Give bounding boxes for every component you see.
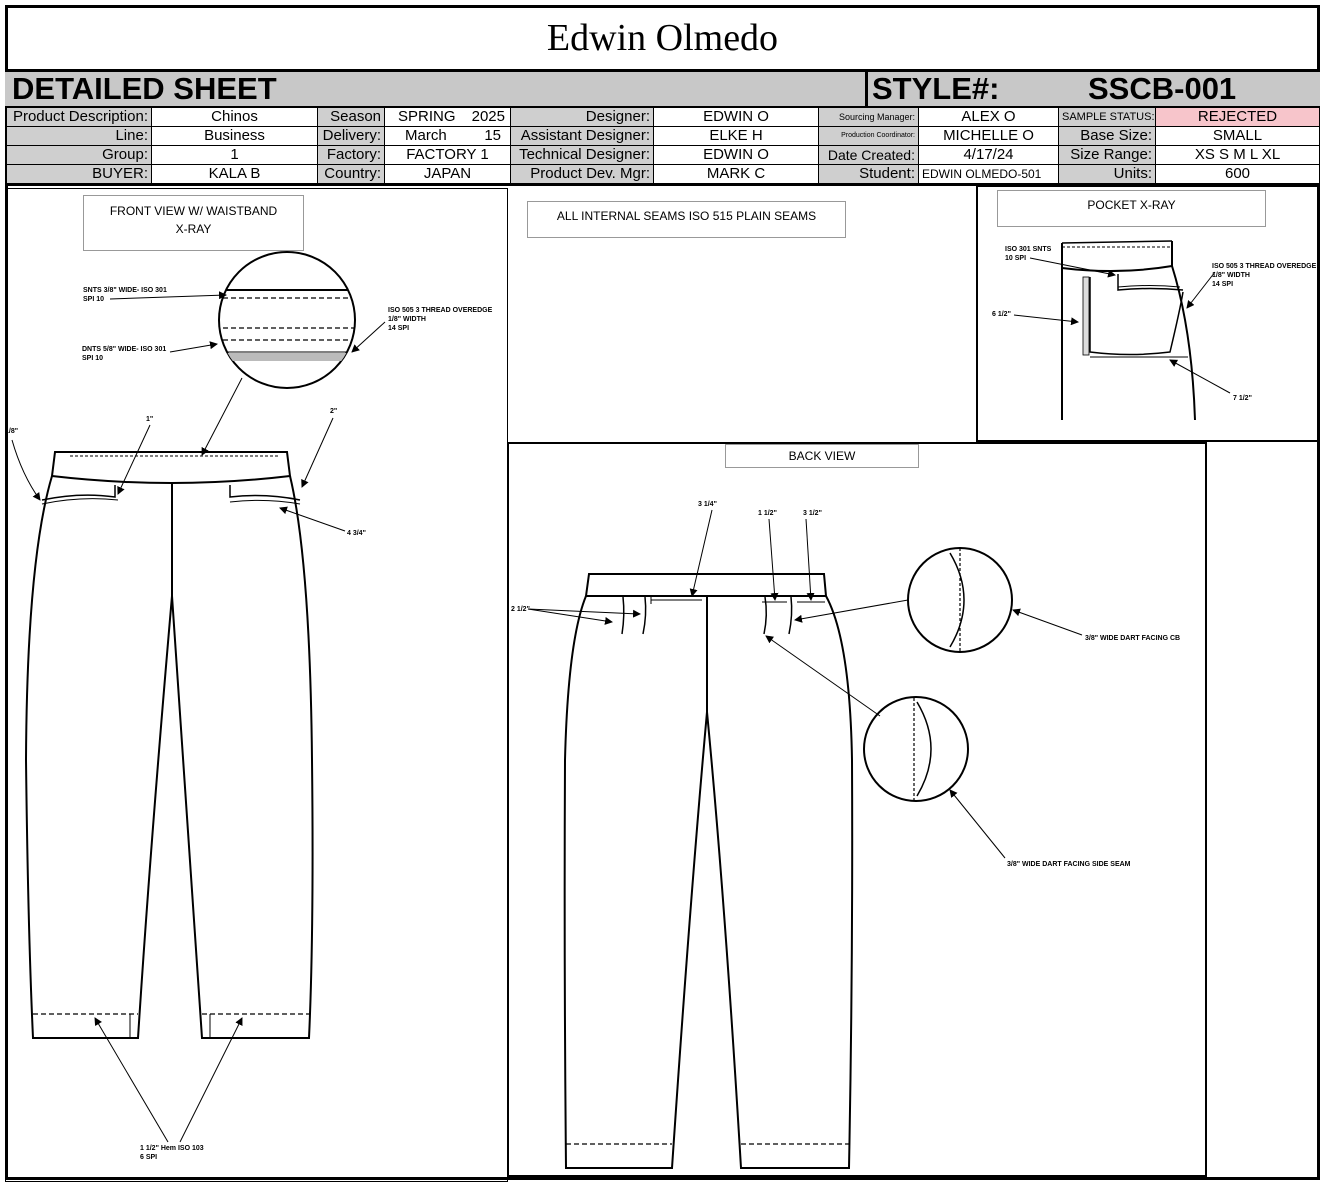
back-pants-drawing [565,574,853,1168]
hem-callout-line2: 6 SPI [140,1154,158,1161]
page-title: Edwin Olmedo [546,17,779,59]
back-annotations [511,501,1180,868]
back-measure-1-1-2: 1 1/2" [758,510,777,517]
spec-value: MICHELLE O [919,127,1059,146]
spec-value: EDWIN O [654,108,819,127]
back-measure-3-1-2: 3 1/2" [803,510,822,517]
spec-value: Business [152,127,318,146]
spec-value: EDWIN O [654,146,819,165]
pocket-xray-drawing [1062,241,1195,420]
front-callout-arrows [12,295,385,1142]
spec-value: 600 [1156,165,1320,184]
spec-label: Base Size: [1059,127,1156,146]
front-annotations [5,287,493,1161]
back-measure-3-1-4: 3 1/4" [698,501,717,508]
spec-label: Product Description: [7,108,152,127]
spec-value: EDWIN OLMEDO-501 [919,165,1059,184]
spec-value: ELKE H [654,127,819,146]
spec-value: Chinos [152,108,318,127]
overedge-callout-line3: 14 SPI [388,325,410,332]
spec-label: Product Dev. Mgr: [511,165,654,184]
sample-status-value: REJECTED [1156,108,1320,127]
back-callout-arrows [528,510,1082,858]
dnts-callout-line1: DNTS 5/8" WIDE- ISO 301 [82,346,167,353]
spec-label: Size Range: [1059,146,1156,165]
delivery-month: March [405,127,447,144]
spec-label: Designer: [511,108,654,127]
measure-4-3-4: 4 3/4" [347,530,366,537]
dart-side-seam-callout: 3/8" WIDE DART FACING SIDE SEAM [1007,861,1131,868]
pocket-xray-label: POCKET X-RAY [997,190,1266,227]
spec-label: Technical Designer: [511,146,654,165]
spec-label: Line: [7,127,152,146]
dart-detail-circle-cb [908,548,1012,652]
spec-value: 4/17/24 [919,146,1059,165]
spec-label: Delivery: [318,127,385,146]
spec-label: Student: [819,165,919,184]
spec-value: SMALL [1156,127,1320,146]
measure-2: 2" [330,408,338,415]
season-name: SPRING [398,108,456,125]
measure-1: 1" [146,416,154,423]
spec-value: JAPAN [385,165,511,184]
dnts-callout-line2: SPI 10 [82,355,104,362]
spec-label: Season [318,108,385,127]
front-pants-drawing [26,452,313,1038]
season-year: 2025 [471,108,505,125]
pocket-measure-7-1-2: 7 1/2" [1233,395,1252,402]
pocket-overedge-line2: 1/8" WIDTH [1212,272,1250,279]
spec-value: MARK C [654,165,819,184]
style-label: STYLE#: [872,71,1000,106]
spec-label: Group: [7,146,152,165]
overedge-callout-line2: 1/8" WIDTH [388,316,426,323]
front-view-label-line1: FRONT VIEW W/ WAISTBAND [109,204,278,218]
style-number: SSCB-001 [1088,71,1237,106]
pocket-overedge-line1: ISO 505 3 THREAD OVEREDGE [1212,263,1317,270]
back-view-label: BACK VIEW [725,444,919,468]
spec-value: KALA B [152,165,318,184]
pocket-callout-arrows [1014,258,1230,393]
snts-callout-line2: SPI 10 [83,296,105,303]
spec-value: FACTORY 1 [385,146,511,165]
sheet-title: DETAILED SHEET [12,71,277,106]
dart-cb-callout: 3/8" WIDE DART FACING CB [1085,635,1181,642]
spec-label: Assistant Designer: [511,127,654,146]
spec-label: Sourcing Manager: [819,108,919,127]
spec-label: Units: [1059,165,1156,184]
dart-detail-circle-side [864,697,968,801]
snts-callout-line1: SNTS 3/8" WIDE- ISO 301 [83,287,167,294]
pocket-measure-6-1-2: 6 1/2" [992,311,1011,318]
pocket-snts-line2: 10 SPI [1005,255,1027,262]
overedge-callout-line1: ISO 505 3 THREAD OVEREDGE [388,307,493,314]
spec-value: 1 [152,146,318,165]
pocket-overedge-line3: 14 SPI [1212,281,1234,288]
spec-label: Factory: [318,146,385,165]
back-measure-2-1-2: 2 1/2" [511,606,530,613]
hem-callout-line1: 1 1/2" Hem ISO 103 [140,1145,204,1152]
delivery-day: 15 [484,127,501,144]
measure-1-8: 1/8" [5,428,19,435]
front-view-label-line2: X-RAY [175,222,212,236]
spec-label: Country: [318,165,385,184]
spec-value: ALEX O [919,108,1059,127]
spec-label: SAMPLE STATUS: [1059,108,1156,127]
waistband-detail-circle [215,252,360,388]
spec-label: Date Created: [819,146,919,165]
spec-label: Production Coordinator: [819,127,919,146]
spec-value: XS S M L XL [1156,146,1320,165]
seams-note: ALL INTERNAL SEAMS ISO 515 PLAIN SEAMS [527,201,846,238]
spec-label: BUYER: [7,165,152,184]
pocket-snts-line1: ISO 301 SNTS [1005,246,1052,253]
